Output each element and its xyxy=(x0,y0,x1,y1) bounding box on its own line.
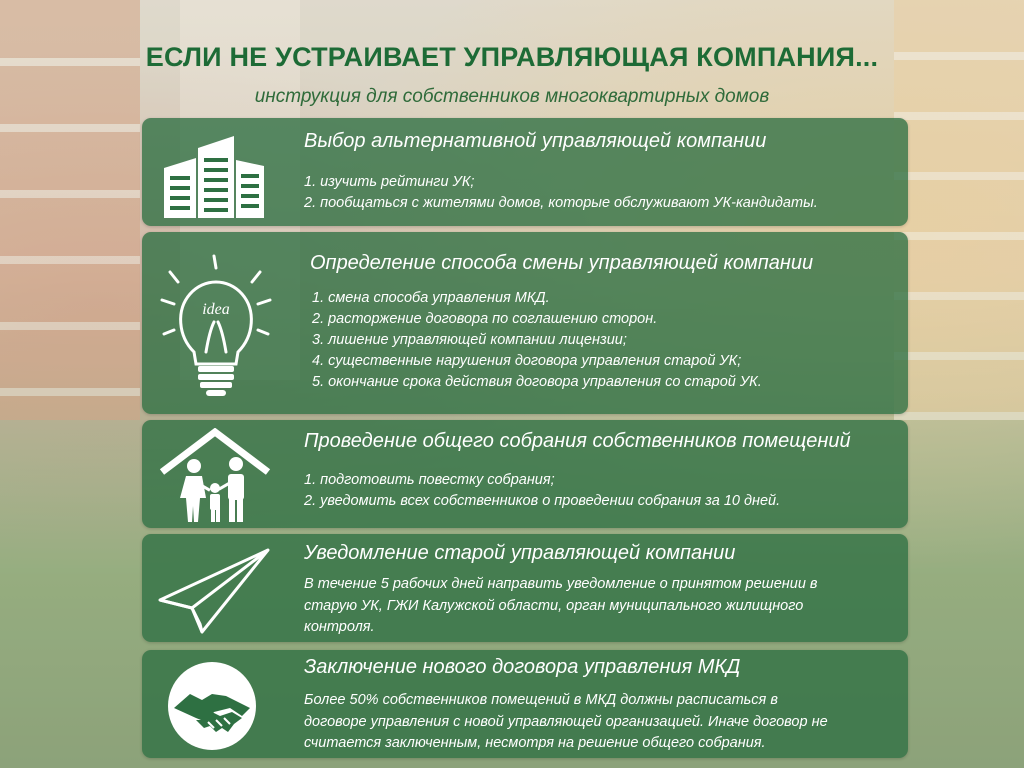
buildings-icon xyxy=(156,130,274,218)
list-item: 1. подготовить повестку собрания; xyxy=(304,472,555,488)
family-house-icon xyxy=(156,428,274,524)
body-line: договоре управления с новой управляющей организацией. Иначе договор не xyxy=(304,713,828,730)
step-body xyxy=(304,470,888,512)
page-subtitle: инструкция для собственников многоквартирных домов xyxy=(254,86,770,107)
handshake-icon xyxy=(156,660,274,752)
step-card-choose-company xyxy=(142,118,908,226)
step-heading: Проведение общего собрания собственников помещений xyxy=(304,430,851,452)
body-line: считается заключенным, несмотря на решение общего собрания. xyxy=(304,735,766,751)
page-title: ЕСЛИ НЕ УСТРАИВАЕТ УПРАВЛЯЮЩАЯ КОМПАНИЯ... xyxy=(145,42,879,72)
list-item: 5. окончание срока действия договора управления со старой УК. xyxy=(312,374,762,390)
list-item: 2. расторжение договора по соглашению сторон. xyxy=(312,311,658,327)
step-body xyxy=(312,288,888,393)
paper-plane-icon xyxy=(156,544,274,636)
lightbulb-idea-icon xyxy=(156,252,274,402)
step-heading: Выбор альтернативной управляющей компании xyxy=(304,130,767,152)
bulb-text: idea xyxy=(202,301,230,318)
step-heading: Уведомление старой управляющей компании xyxy=(304,542,736,564)
step-heading: Заключение нового договора управления МКД xyxy=(304,656,741,678)
step-body xyxy=(304,574,888,639)
step-heading: Определение способа смены управляющей компании xyxy=(310,252,814,274)
body-line: Более 50% собственников помещений в МКД должны расписаться в xyxy=(304,692,778,708)
list-item: 1. изучить рейтинги УК; xyxy=(304,174,475,190)
body-line: В течение 5 рабочих дней направить уведомление о принятом решении в xyxy=(304,576,818,592)
list-item: 3. лишение управляющей компании лицензии; xyxy=(312,332,627,348)
step-card-general-meeting xyxy=(142,420,908,528)
body-line: старую УК, ГЖИ Калужской области, орган муниципального жилищного xyxy=(304,597,804,614)
step-body xyxy=(304,172,888,214)
list-item: 2. пообщаться с жителями домов, которые обслуживают УК-кандидаты. xyxy=(304,195,818,211)
list-item: 4. существенные нарушения договора управления старой УК; xyxy=(312,353,742,369)
step-card-change-method xyxy=(142,232,908,414)
list-item: 1. смена способа управления МКД. xyxy=(312,290,550,306)
list-item: 2. уведомить всех собственников о проведении собрания за 10 дней. xyxy=(304,493,781,509)
step-card-notify-old-company xyxy=(142,534,908,642)
body-line: контроля. xyxy=(304,619,375,635)
step-body xyxy=(304,690,888,755)
step-card-new-contract xyxy=(142,650,908,758)
